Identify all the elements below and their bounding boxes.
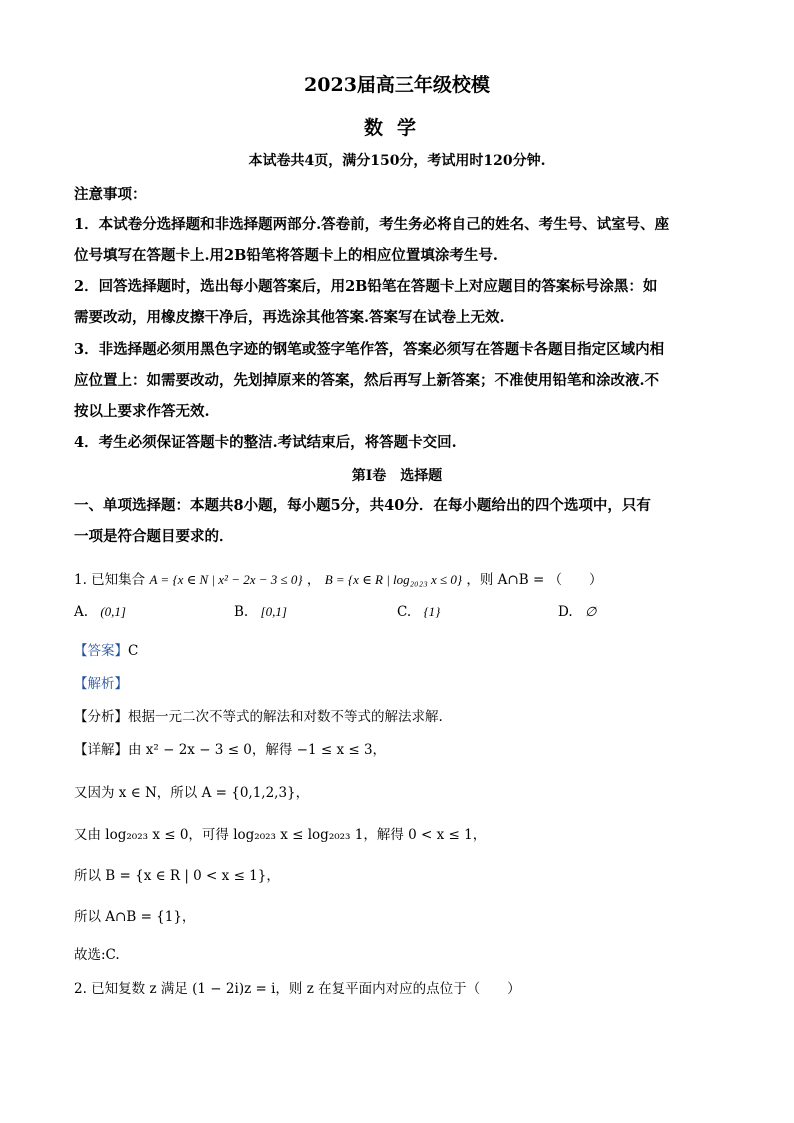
note-line: 1．本试卷分选择题和非选择题两部分.答卷前，考生务必将自己的姓名、考生号、试室号、座 [74, 216, 670, 233]
note-line: 应位置上：如需要改动，先划掉原来的答案，然后再写上新答案；不准使用铅笔和涂改液.不 [74, 372, 660, 389]
option-letter: B. [234, 604, 249, 620]
detail-line: 所以 A∩B = {1}， [74, 909, 196, 925]
q1-set-a: A = {x ∈ N | x² − 2x − 3 ≤ 0} [149, 572, 303, 587]
detail-text: 由 x² − 2x − 3 ≤ 0，解得 −1 ≤ x ≤ 3， [128, 742, 387, 758]
option-letter: A. [74, 604, 89, 620]
notes-heading: 注意事项： [74, 186, 147, 203]
question-2-stem: 2. 已知复数 z 满足 (1 − 2i)z = i，则 z 在复平面内对应的点位于（ ） [74, 981, 521, 997]
option-d [558, 604, 596, 620]
detail-line: 所以 B = {x ∈ R | 0 < x ≤ 1}， [74, 868, 280, 884]
detail-line: 故选:C. [74, 947, 120, 963]
section-title: 第Ⅰ卷 选择题 [351, 468, 443, 484]
question-1-stem [74, 568, 603, 588]
note-line: 位号填写在答题卡上.用2B铅笔将答题卡上的相应位置填涂考生号. [74, 247, 498, 264]
section-instruction: 一、单项选择题：本题共8小题，每小题5分，共40分．在每小题给出的四个选项中，只有 [74, 497, 651, 514]
option-a [74, 604, 126, 620]
option-letter: D. [558, 604, 573, 620]
section-instruction: 一项是符合题目要求的． [74, 528, 234, 545]
option-value: [0,1] [260, 604, 287, 619]
option-b [234, 604, 287, 620]
q1-suffix: ，则 A∩B = （ ） [466, 572, 603, 588]
note-line: 3．非选择题必须用黑色字迹的钢笔或签字笔作答，答案必须写在答题卡各题目指定区域内相 [74, 341, 665, 358]
option-value: (0,1] [100, 604, 126, 619]
detail-line: 又因为 x ∈ N，所以 A = {0,1,2,3}， [74, 785, 310, 801]
note-line: 按以上要求作答无效. [74, 403, 210, 420]
note-line: 2．回答选择题时，选出每小题答案后，用2B铅笔在答题卡上对应题目的答案标号涂黑：如 [74, 278, 658, 295]
exam-info: 本试卷共4页，满分150分，考试用时120分钟. [248, 153, 546, 169]
answer-label: 【答案】 [74, 643, 128, 659]
note-line: 4．考生必须保证答题卡的整洁.考试结束后，将答题卡交回. [74, 434, 457, 451]
q1-set-b: B = {x ∈ R | log₂₀₂₃ x ≤ 0} [324, 572, 463, 587]
detail-label: 【详解】 [74, 742, 128, 758]
option-value: ∅ [584, 604, 597, 619]
detail-line: 又由 log₂₀₂₃ x ≤ 0，可得 log₂₀₂₃ x ≤ log₂₀₂₃ 1，解得 0 < x ≤ 1， [74, 827, 487, 843]
option-letter: C. [397, 604, 412, 620]
detail-line [74, 738, 386, 758]
fenxi-text: 根据一元二次不等式的解法和对数不等式的解法求解. [128, 709, 443, 725]
fenxi-line [74, 705, 443, 725]
fenxi-label: 【分析】 [74, 709, 128, 725]
option-value: {1} [423, 604, 441, 619]
answer-line [74, 639, 138, 659]
note-line: 需要改动，用橡皮擦干净后，再选涂其他答案.答案写在试卷上无效. [74, 309, 505, 326]
exam-title: 2023届高三年级校模 [304, 74, 490, 96]
answer-value: C [128, 643, 139, 659]
analysis-label: 【解析】 [74, 676, 128, 692]
option-c [397, 604, 440, 620]
subject-title: 数学 [363, 117, 430, 139]
q1-sep: ， [306, 572, 321, 588]
q1-prefix: 1. 已知集合 [74, 572, 146, 588]
